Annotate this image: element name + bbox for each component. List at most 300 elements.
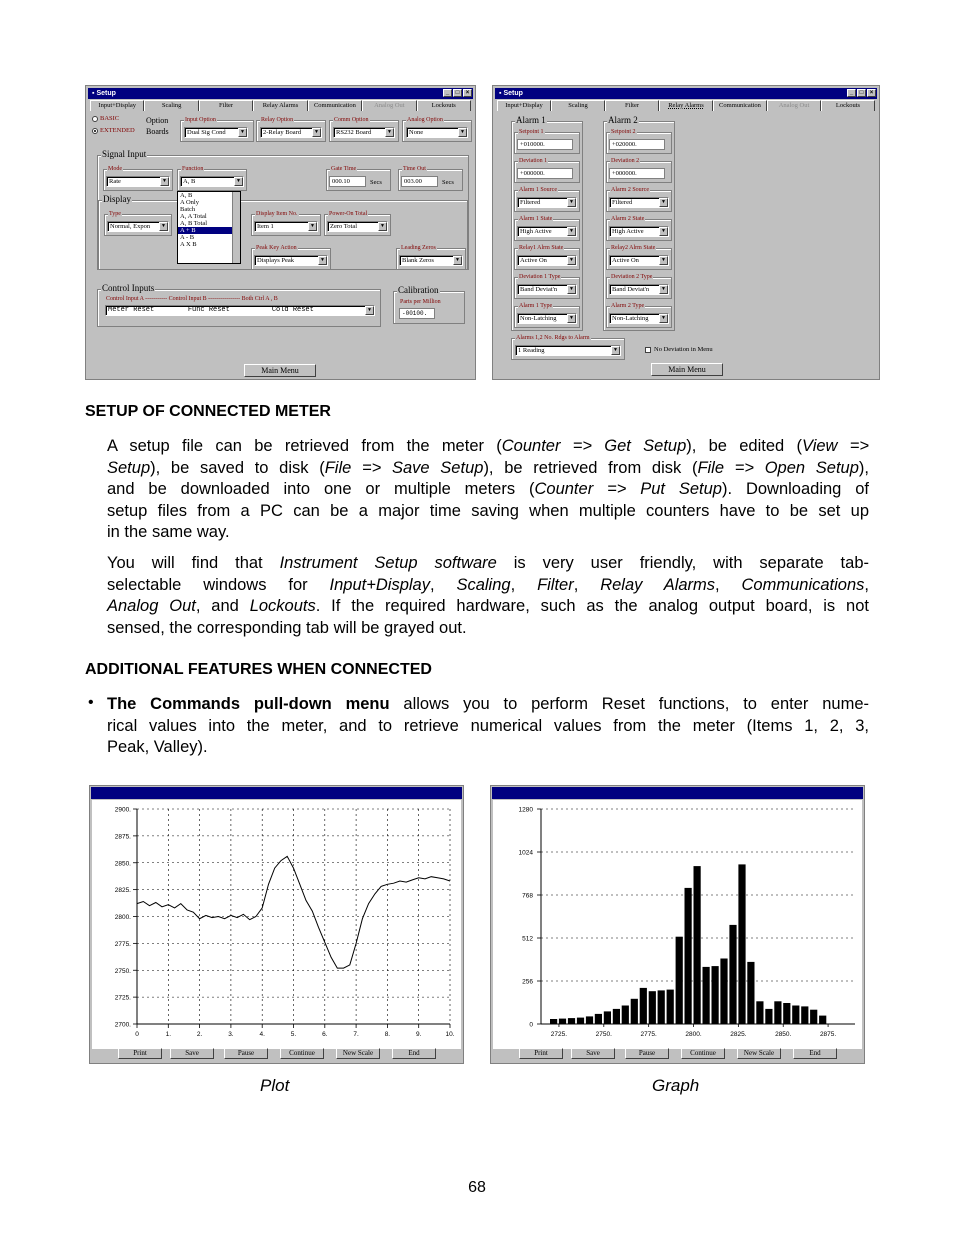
maximize-icon[interactable]: □	[857, 89, 866, 97]
combo-value: Zero Total	[330, 223, 358, 230]
tab[interactable]: Communication	[308, 100, 362, 111]
group-label: Display Item No.	[256, 211, 298, 217]
continue-button[interactable]: Continue	[280, 1048, 324, 1059]
radio-basic-label: BASIC	[100, 115, 120, 122]
y-tick-label: 1024	[518, 849, 533, 857]
x-tick-label: 2725.	[550, 1031, 568, 1038]
list-item[interactable]: A Only	[180, 199, 199, 206]
alarm2-group	[603, 115, 675, 331]
deviation1-type-select[interactable]	[517, 284, 577, 295]
y-tick-label: 2900.	[114, 806, 131, 814]
time-out-unit: Secs	[442, 179, 454, 186]
radio-icon	[92, 116, 98, 122]
chevron-down-icon[interactable]: ▼	[659, 256, 668, 265]
x-tick-label: 7.	[353, 1031, 359, 1038]
alarm2-source-group	[606, 187, 672, 212]
analog-option-select[interactable]	[406, 127, 468, 138]
rdgs-to-alarm-group	[511, 335, 625, 360]
checkbox-icon	[645, 347, 651, 353]
radio-icon	[92, 128, 98, 134]
leading-zeros-group	[396, 245, 466, 270]
chevron-down-icon[interactable]: ▼	[318, 256, 327, 265]
chevron-down-icon[interactable]: ▼	[659, 314, 668, 323]
bar-chart	[493, 800, 862, 1049]
x-tick-label: 1.	[165, 1031, 172, 1038]
chevron-down-icon[interactable]: ▼	[659, 285, 668, 294]
bar	[801, 1006, 808, 1024]
alarm2-type-group	[606, 303, 672, 328]
text-run: ,	[715, 575, 742, 594]
chevron-down-icon[interactable]: ▼	[160, 177, 169, 186]
setpoint2-input[interactable]: +020000.	[609, 139, 665, 150]
chevron-down-icon[interactable]: ▼	[611, 346, 620, 355]
group-label: Deviation 2 Type	[611, 274, 653, 280]
input-option-group	[180, 117, 254, 142]
tab[interactable]: Scaling	[144, 100, 198, 111]
text-line	[107, 694, 869, 716]
text-line	[107, 575, 869, 597]
tab[interactable]: Input+Display	[90, 100, 144, 111]
group-label: Gate Time	[331, 166, 357, 172]
new-scale-button[interactable]: New Scale	[336, 1048, 380, 1059]
tab-bar	[90, 100, 471, 111]
setup-window-input-display	[85, 85, 476, 380]
group-label: Analog Option	[407, 117, 443, 123]
y-tick-label: 2825.	[114, 887, 131, 895]
y-tick-label: 2875.	[114, 833, 131, 841]
chevron-down-icon[interactable]: ▼	[385, 128, 394, 137]
function-dropdown-list[interactable]	[177, 191, 241, 264]
bar	[676, 937, 683, 1024]
group-label: Setpoint 1	[519, 129, 544, 135]
text-line	[107, 716, 869, 738]
input-option-select[interactable]	[184, 127, 248, 138]
alarm1-type-group	[514, 303, 580, 328]
ppm-input[interactable]: -00100.	[399, 308, 435, 319]
app-icon: ▪	[92, 90, 97, 97]
radio-extended[interactable]	[92, 127, 135, 135]
bar	[783, 1003, 790, 1024]
combo-value: Filtered	[520, 199, 541, 206]
group-label: Relay2 Alrm State	[611, 245, 656, 251]
power-on-total-select[interactable]	[327, 221, 388, 232]
deviation2-type-select[interactable]	[609, 284, 669, 295]
minimize-icon[interactable]: _	[443, 89, 452, 97]
text-run: , and	[195, 597, 250, 615]
tab[interactable]: Filter	[605, 100, 659, 111]
save-button[interactable]: Save	[571, 1048, 615, 1059]
text-line	[107, 458, 869, 480]
combo-value: Dual Sig Cond	[187, 129, 226, 136]
type-select[interactable]	[107, 221, 169, 232]
power-on-total-group	[324, 211, 391, 236]
close-icon[interactable]: ×	[867, 89, 876, 97]
combo-value: Normal, Expon	[110, 223, 151, 230]
group-label: Power-On Total	[329, 211, 368, 217]
graph-titlebar[interactable]	[492, 787, 863, 799]
y-tick-label: 256	[522, 978, 533, 986]
type-group	[104, 211, 172, 236]
bar	[613, 1009, 620, 1024]
time-out-group	[398, 166, 463, 191]
alarm1-group	[511, 115, 583, 331]
y-tick-label: 2750.	[114, 967, 131, 975]
text-line	[107, 501, 869, 523]
series-line	[137, 856, 450, 968]
tab-active[interactable]: Relay Alarms	[659, 100, 713, 111]
group-label: Alarm 1	[516, 115, 546, 125]
list-item-selected[interactable]: A + B	[178, 227, 240, 234]
x-tick-label: 9.	[415, 1031, 422, 1038]
text-run: ), be saved to disk (	[150, 458, 325, 477]
group-label: Input Option	[185, 117, 216, 123]
y-tick-label: 2800.	[114, 914, 131, 921]
maximize-icon[interactable]: □	[453, 89, 462, 97]
chevron-down-icon[interactable]: ▼	[453, 256, 462, 265]
peak-key-select[interactable]	[254, 255, 328, 266]
window-title: Setup	[503, 90, 523, 97]
group-label: Relay1 Alrm State	[519, 245, 564, 251]
save-button[interactable]: Save	[170, 1048, 214, 1059]
italic-term: Setup	[107, 458, 151, 477]
continue-button[interactable]: Continue	[681, 1048, 725, 1059]
pause-button[interactable]: Pause	[224, 1048, 268, 1059]
alarm1-type-select[interactable]	[517, 313, 577, 324]
text-run: ,	[429, 575, 457, 594]
combo-value: Rate	[109, 178, 121, 185]
combo-value: A, B	[183, 178, 196, 185]
italic-term: Instrument Setup software	[279, 554, 497, 572]
chevron-down-icon[interactable]: ▼	[567, 285, 576, 294]
chevron-down-icon[interactable]: ▼	[238, 128, 247, 137]
list-scrollbar[interactable]	[232, 192, 240, 263]
tab-disabled: Analog Out	[767, 100, 821, 111]
combo-value: 2-Relay Board	[263, 129, 302, 136]
alarm2-state-select[interactable]	[609, 226, 669, 237]
print-button[interactable]: Print	[519, 1048, 563, 1059]
alarm1-state-select[interactable]	[517, 226, 577, 237]
text-run: rical values into the meter, and to retrieve numerical values from the meter (Items 1, 2, 3,	[107, 716, 869, 735]
bar	[640, 988, 647, 1024]
combo-value: Meter Reset Func Reset Cold Reset	[108, 306, 314, 314]
chevron-down-icon[interactable]: ▼	[378, 222, 387, 231]
bar	[765, 1009, 772, 1024]
graph-area	[493, 800, 862, 1049]
leading-zeros-select[interactable]	[399, 255, 463, 266]
chevron-down-icon[interactable]: ▼	[659, 198, 668, 207]
text-line	[107, 596, 869, 618]
plot-area	[92, 800, 461, 1049]
italic-term: Relay Alarms	[600, 575, 716, 594]
italic-term: Filter	[537, 575, 574, 594]
text-run: setup files from a PC can be a major time saving when multiple counters have to be set up	[107, 501, 869, 520]
group-label: Leading Zeros	[401, 245, 436, 251]
page-number: 68	[468, 1179, 486, 1196]
function-select[interactable]	[180, 176, 244, 187]
alarm1-state-group	[514, 216, 580, 241]
combo-value: None	[409, 129, 424, 136]
graph-caption: Graph	[652, 1076, 700, 1095]
bar	[792, 1006, 799, 1025]
main-menu-button[interactable]: Main Menu	[244, 364, 316, 377]
group-label: Alarms 1,2 No. Rdgs to Alarm	[516, 335, 590, 341]
bullet-item-commands	[107, 694, 869, 759]
group-label: Control Inputs	[102, 283, 155, 293]
text-run: ),	[858, 458, 869, 477]
chevron-down-icon[interactable]: ▼	[234, 177, 243, 186]
x-tick-label: 2.	[196, 1031, 203, 1038]
combo-value: Non-Latching	[520, 315, 557, 322]
x-tick-label: 0	[135, 1031, 139, 1038]
y-tick-label: 2725.	[114, 994, 131, 1002]
italic-term: View =>	[801, 437, 869, 455]
relay1-alrm-state-select[interactable]	[517, 255, 577, 266]
list-item[interactable]: A, B	[180, 192, 193, 199]
section-heading-setup: SETUP OF CONNECTED METER	[85, 403, 331, 420]
bar	[810, 1010, 817, 1024]
group-label: Deviation 2	[611, 158, 640, 164]
bar	[712, 966, 719, 1024]
chevron-down-icon[interactable]: ▼	[458, 128, 467, 137]
list-item[interactable]: A - B	[180, 234, 195, 241]
combo-value: High Active	[612, 228, 644, 235]
signal-input-group	[97, 149, 469, 270]
window-title: Setup	[96, 90, 116, 97]
text-run: ,	[510, 575, 538, 594]
bar	[703, 967, 710, 1024]
relay-option-select[interactable]	[260, 127, 322, 138]
list-item[interactable]: A, B Total	[180, 220, 208, 227]
combo-value: Band Deviat'n	[612, 286, 650, 293]
text-run: . If the required hardware, such as the analog output board, is not	[315, 597, 869, 615]
peak-key-group	[251, 245, 331, 270]
chevron-down-icon[interactable]: ▼	[308, 222, 317, 231]
combo-value: Active On	[612, 257, 639, 264]
deviation2-group	[606, 158, 672, 183]
italic-term: Communications	[741, 575, 865, 594]
text-run: and be downloaded into one or multiple meters (	[107, 480, 535, 498]
paragraph-setup	[107, 436, 869, 544]
gate-time-group	[326, 166, 391, 191]
alarm2-source-select[interactable]	[609, 197, 669, 208]
function-group	[177, 166, 247, 191]
comm-option-select[interactable]	[333, 127, 395, 138]
text-run: Peak, Valley).	[107, 738, 208, 756]
bar	[550, 1019, 557, 1024]
list-item[interactable]: Batch	[180, 206, 196, 213]
x-tick-label: 8.	[384, 1031, 391, 1038]
combo-value: Non-Latching	[612, 315, 649, 322]
text-line	[107, 436, 869, 458]
mode-group	[103, 166, 173, 191]
option-boards-label: Option Boards	[146, 116, 169, 136]
x-tick-label: 2825.	[730, 1031, 747, 1038]
bar	[604, 1011, 611, 1024]
tab-disabled: Analog Out	[362, 100, 416, 111]
x-tick-label: 10.	[445, 1031, 455, 1038]
italic-term: Counter => Get Setup	[501, 437, 687, 455]
group-label: Alarm 2	[608, 115, 638, 125]
x-tick-label: 5.	[290, 1031, 297, 1038]
combo-value: Item 1	[257, 223, 274, 230]
y-tick-label: 0	[529, 1021, 533, 1029]
bar	[559, 1019, 566, 1024]
group-label: Alarm 2 State	[611, 216, 645, 222]
setpoint2-group	[606, 129, 672, 154]
deviation1-type-group	[514, 274, 580, 299]
bar	[738, 864, 745, 1024]
group-label: Display	[103, 194, 131, 204]
control-input-labels: Control Input A ----------- Control Input B ---------------- Both Ctrl A , B	[106, 296, 278, 302]
group-label: Time Out	[403, 166, 426, 172]
text-run: selectable windows for	[107, 575, 330, 594]
chevron-down-icon[interactable]: ▼	[659, 227, 668, 236]
no-deviation-checkbox[interactable]	[645, 346, 713, 354]
italic-term: File => Open Setup	[697, 458, 859, 477]
x-tick-label: 2850.	[775, 1031, 792, 1038]
control-input-select[interactable]	[105, 305, 375, 316]
group-label: Relay Option	[261, 117, 294, 123]
bar	[819, 1016, 826, 1024]
tab[interactable]: Input+Display	[497, 100, 551, 111]
group-label: Deviation 1	[519, 158, 548, 164]
tab[interactable]: Scaling	[551, 100, 605, 111]
text-run: ), be retrieved from disk (	[483, 458, 698, 477]
y-tick-label: 2700.	[114, 1021, 131, 1029]
combo-value: 1 Reading	[518, 347, 545, 354]
end-button[interactable]: End	[793, 1048, 837, 1059]
x-tick-label: 2750.	[595, 1031, 612, 1038]
alarm2-state-group	[606, 216, 672, 241]
text-run: is very user friendly, with separate tab-	[496, 554, 869, 572]
deviation2-type-group	[606, 274, 672, 299]
analog-option-group	[402, 117, 472, 142]
relay-option-group	[256, 117, 326, 142]
bar	[649, 991, 656, 1024]
text-run: allows you to perform Reset functions, to enter nume-	[389, 695, 869, 713]
text-run: ). Downloading of	[721, 480, 869, 498]
app-icon: ▪	[499, 90, 504, 97]
gate-time-input[interactable]: 000.10	[329, 176, 366, 187]
bar	[694, 866, 701, 1024]
setup-window-relay-alarms	[492, 85, 880, 380]
list-item[interactable]: A, A Total	[180, 213, 207, 220]
tab[interactable]: Relay Alarms	[253, 100, 307, 111]
combo-value: Blank Zeros	[402, 257, 434, 264]
display-item-select[interactable]	[254, 221, 318, 232]
text-line	[107, 479, 869, 501]
bar	[577, 1018, 584, 1024]
group-label: Alarm 2 Type	[611, 303, 645, 309]
alarm1-source-select[interactable]	[517, 197, 577, 208]
tab-bar	[497, 100, 875, 111]
bar	[586, 1016, 593, 1024]
chevron-down-icon[interactable]: ▼	[567, 198, 576, 207]
bar	[720, 959, 727, 1025]
chevron-down-icon[interactable]: ▼	[365, 306, 374, 315]
setpoint1-group	[514, 129, 580, 154]
alarm2-type-select[interactable]	[609, 313, 669, 324]
group-label: Calibration	[398, 285, 439, 295]
y-tick-label: 2775.	[114, 940, 131, 948]
chevron-down-icon[interactable]: ▼	[159, 222, 168, 231]
bar	[747, 962, 754, 1024]
tab[interactable]: Lockouts	[417, 100, 471, 111]
text-run: in the same way.	[107, 523, 230, 541]
time-out-input[interactable]: 003.00	[401, 176, 438, 187]
tab[interactable]: Lockouts	[821, 100, 875, 111]
combo-value: Displays Peak	[257, 257, 295, 264]
bullet-icon: •	[88, 694, 94, 711]
main-menu-button[interactable]: Main Menu	[651, 363, 723, 376]
deviation1-group	[514, 158, 580, 183]
close-icon[interactable]: ×	[463, 89, 472, 97]
bar	[667, 990, 674, 1024]
italic-term: Lockouts	[249, 597, 316, 615]
deviation1-input[interactable]: +000000.	[517, 168, 573, 179]
combo-value: Active On	[520, 257, 547, 264]
gate-time-unit: Secs	[370, 179, 382, 186]
y-tick-label: 1280	[518, 806, 533, 814]
bar	[631, 999, 638, 1024]
group-label: Alarm 2 Source	[611, 187, 649, 193]
new-scale-button[interactable]: New Scale	[737, 1048, 781, 1059]
mode-select[interactable]	[106, 176, 170, 187]
plot-caption: Plot	[260, 1076, 290, 1095]
group-label: Alarm 1 Source	[519, 187, 557, 193]
list-item[interactable]: A X B	[180, 241, 197, 248]
print-button[interactable]: Print	[118, 1048, 162, 1059]
italic-term: Counter => Put Setup	[534, 480, 722, 498]
combo-value: RS232 Board	[336, 129, 372, 136]
italic-term: Input+Display	[329, 575, 430, 594]
end-button[interactable]: End	[392, 1048, 436, 1059]
rdgs-to-alarm-select[interactable]	[515, 345, 621, 356]
chevron-down-icon[interactable]: ▼	[312, 128, 321, 137]
tab[interactable]: Communication	[713, 100, 767, 111]
paragraph-instrument-setup	[107, 553, 869, 639]
bar	[568, 1018, 575, 1024]
minimize-icon[interactable]: _	[847, 89, 856, 97]
text-run: ), be edited (	[686, 437, 802, 455]
deviation2-input[interactable]: +000000.	[609, 168, 665, 179]
x-tick-label: 4.	[259, 1031, 265, 1038]
window-titlebar[interactable]	[88, 88, 473, 99]
plot-titlebar[interactable]	[91, 787, 462, 799]
display-item-group	[251, 211, 321, 236]
bar	[774, 1001, 781, 1024]
relay1-alrm-state-group	[514, 245, 580, 270]
chevron-down-icon[interactable]: ▼	[567, 227, 576, 236]
chevron-down-icon[interactable]: ▼	[567, 256, 576, 265]
radio-basic[interactable]	[92, 115, 119, 123]
text-run: You will find that	[107, 554, 280, 572]
control-inputs-group	[97, 283, 381, 327]
bar	[658, 990, 665, 1024]
chevron-down-icon[interactable]: ▼	[567, 314, 576, 323]
relay2-alrm-state-select[interactable]	[609, 255, 669, 266]
text-line	[107, 553, 869, 575]
setpoint1-input[interactable]: +010000.	[517, 139, 573, 150]
group-label: Alarm 1 Type	[519, 303, 553, 309]
comm-option-group	[329, 117, 399, 142]
combo-value: Filtered	[612, 199, 633, 206]
tab[interactable]: Filter	[199, 100, 253, 111]
window-titlebar[interactable]	[495, 88, 877, 99]
bold-term: The Commands pull-down menu	[107, 695, 390, 713]
group-label: Function	[182, 166, 204, 172]
pause-button[interactable]: Pause	[625, 1048, 669, 1059]
